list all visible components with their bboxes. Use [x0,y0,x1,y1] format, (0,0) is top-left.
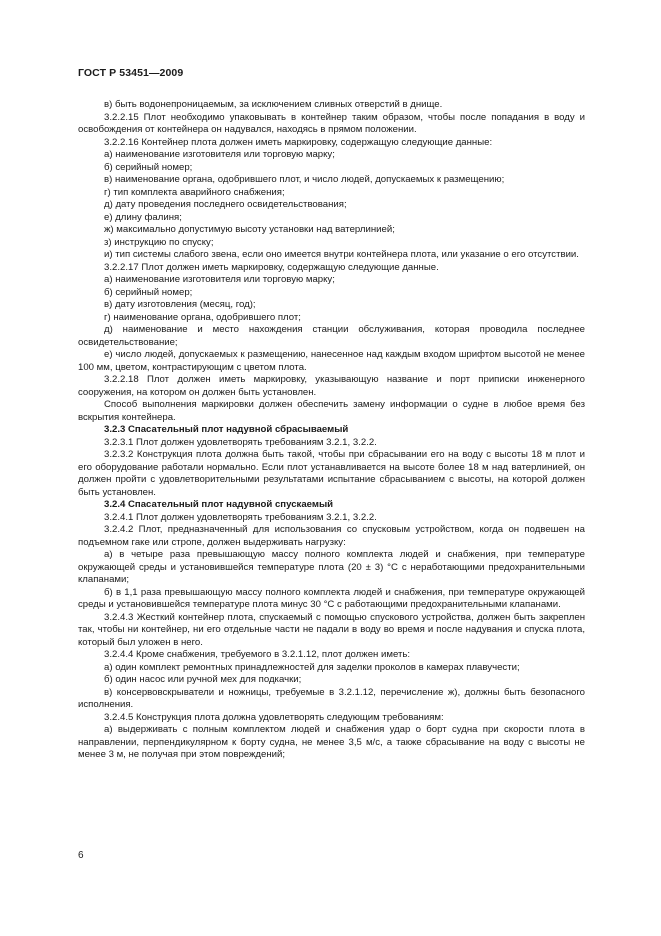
paragraph: Способ выполнения маркировки должен обеспечить замену информации о судне в любое время без вскрытия контейнера. [78,399,585,423]
paragraph: е) длину фалиня; [104,211,182,223]
paragraph: в) дату изготовления (месяц, год); [104,299,256,310]
paragraph: б) серийный номер; [104,161,193,173]
page-number: 6 [78,850,84,861]
paragraph: 3.2.2.18 Плот должен иметь маркировку, указывающую название и порт приписки инженерного сооружения, на котором он должен быть установлен. [78,374,585,398]
paragraph: а) наименование изготовителя или торговую марку; [104,149,335,160]
paragraph: 3.2.4.3 Жесткий контейнер плота, спускаемый с помощью спускового устройства, должен быть закреплен так, чтобы ни контейнер, ни его отдельные части не падали в воду во время и после надувания и спуска плота, который был уложен в него. [78,611,585,648]
paragraph: в) консервовскрыватели и ножницы, требуемые в 3.2.1.12, перечисление ж), должны быть безопасного исполнения. [78,686,585,710]
paragraph: 3.2.3.1 Плот должен удовлетворять требованиям 3.2.1, 3.2.2. [104,436,377,448]
paragraph: б) серийный номер; [104,286,193,298]
paragraph: 3.2.4.5 Конструкция плота должна удовлетворять следующим требованиям: [104,711,444,723]
document-body [78,99,585,762]
paragraph: а) один комплект ремонтных принадлежностей для заделки проколов в камерах плавучести; [104,661,520,673]
paragraph: з) инструкцию по спуску; [104,236,214,248]
paragraph: ж) максимально допустимую высоту установки над ватерлинией; [104,224,395,235]
paragraph: 3.2.4.1 Плот должен удовлетворять требованиям 3.2.1, 3.2.2. [104,511,377,523]
paragraph: г) тип комплекта аварийного снабжения; [104,186,285,198]
paragraph: и) тип системы слабого звена, если оно имеется внутри контейнера плота, или указание о его отсутствии. [104,249,579,260]
paragraph: 3.2.2.15 Плот необходимо упаковывать в контейнер таким образом, чтобы после попадания в воду и освобождения от контейнера он надувался, находясь в прямом положении. [78,111,585,135]
paragraph: 3.2.4.2 Плот, предназначенный для использования со спусковым устройством, когда он подвешен на подъемном гаке или стропе, должен выдерживать нагрузку: [78,524,585,548]
paragraph: 3.2.4.4 Кроме снабжения, требуемого в 3.2.1.12, плот должен иметь: [104,649,411,660]
paragraph: в) быть водонепроницаемым, за исключением сливных отверстий в днище. [104,99,443,110]
paragraph: д) наименование и место нахождения станции обслуживания, которая проводила последнее освидетельствование; [78,324,585,348]
section-heading: 3.2.4 Спасательный плот надувной спускаемый [104,499,334,510]
paragraph: б) в 1,1 раза превышающую массу полного комплекта людей и снабжения, при температуре окружающей среды и установившейся температуре плота минус 30 °С с работающими предохранительными клапанами. [78,586,585,610]
section-heading: 3.2.3 Спасательный плот надувной сбрасываемый [104,424,349,435]
paragraph: е) число людей, допускаемых к размещению, нанесенное над каждым входом шрифтом высотой не менее 100 мм, цветом, контрастирующим с цветом плота. [78,349,585,373]
paragraph: 3.2.2.17 Плот должен иметь маркировку, содержащую следующие данные. [104,261,439,273]
paragraph: а) в четыре раза превышающую массу полного комплекта людей и снабжения, при температуре окружающей среды и установившейся температуре плота (20 ± 3) °С с неработающими предохранительными клапанами; [78,549,585,585]
document-header: ГОСТ Р 53451—2009 [78,67,184,79]
paragraph: д) дату проведения последнего освидетельствования; [104,199,347,210]
paragraph: в) наименование органа, одобрившего плот, и число людей, допускаемых к размещению; [104,174,505,185]
paragraph: 3.2.3.2 Конструкция плота должна быть такой, чтобы при сбрасывании его на воду с высоты 18 м плот и его оборудование работали нормально. Если плот устанавливается на высоте более 18 м над ватерлинией, он должен пройти с удовлетворительными результатами испытание сбрасыванием с высоты, на которой должен быть установлен. [78,449,585,498]
paragraph: а) выдерживать с полным комплектом людей и снабжения удар о борт судна при скорости плота в направлении, перпендикулярном к борту судна, не менее 3,5 м/с, а также сбрасывание на воду с высоты не менее 3 м, не получая при этом повреждений; [78,724,585,760]
paragraph: а) наименование изготовителя или торговую марку; [104,274,335,285]
paragraph: г) наименование органа, одобрившего плот; [104,311,301,323]
paragraph: 3.2.2.16 Контейнер плота должен иметь маркировку, содержащую следующие данные: [104,136,493,148]
paragraph: б) один насос или ручной мех для подкачки; [104,674,302,685]
